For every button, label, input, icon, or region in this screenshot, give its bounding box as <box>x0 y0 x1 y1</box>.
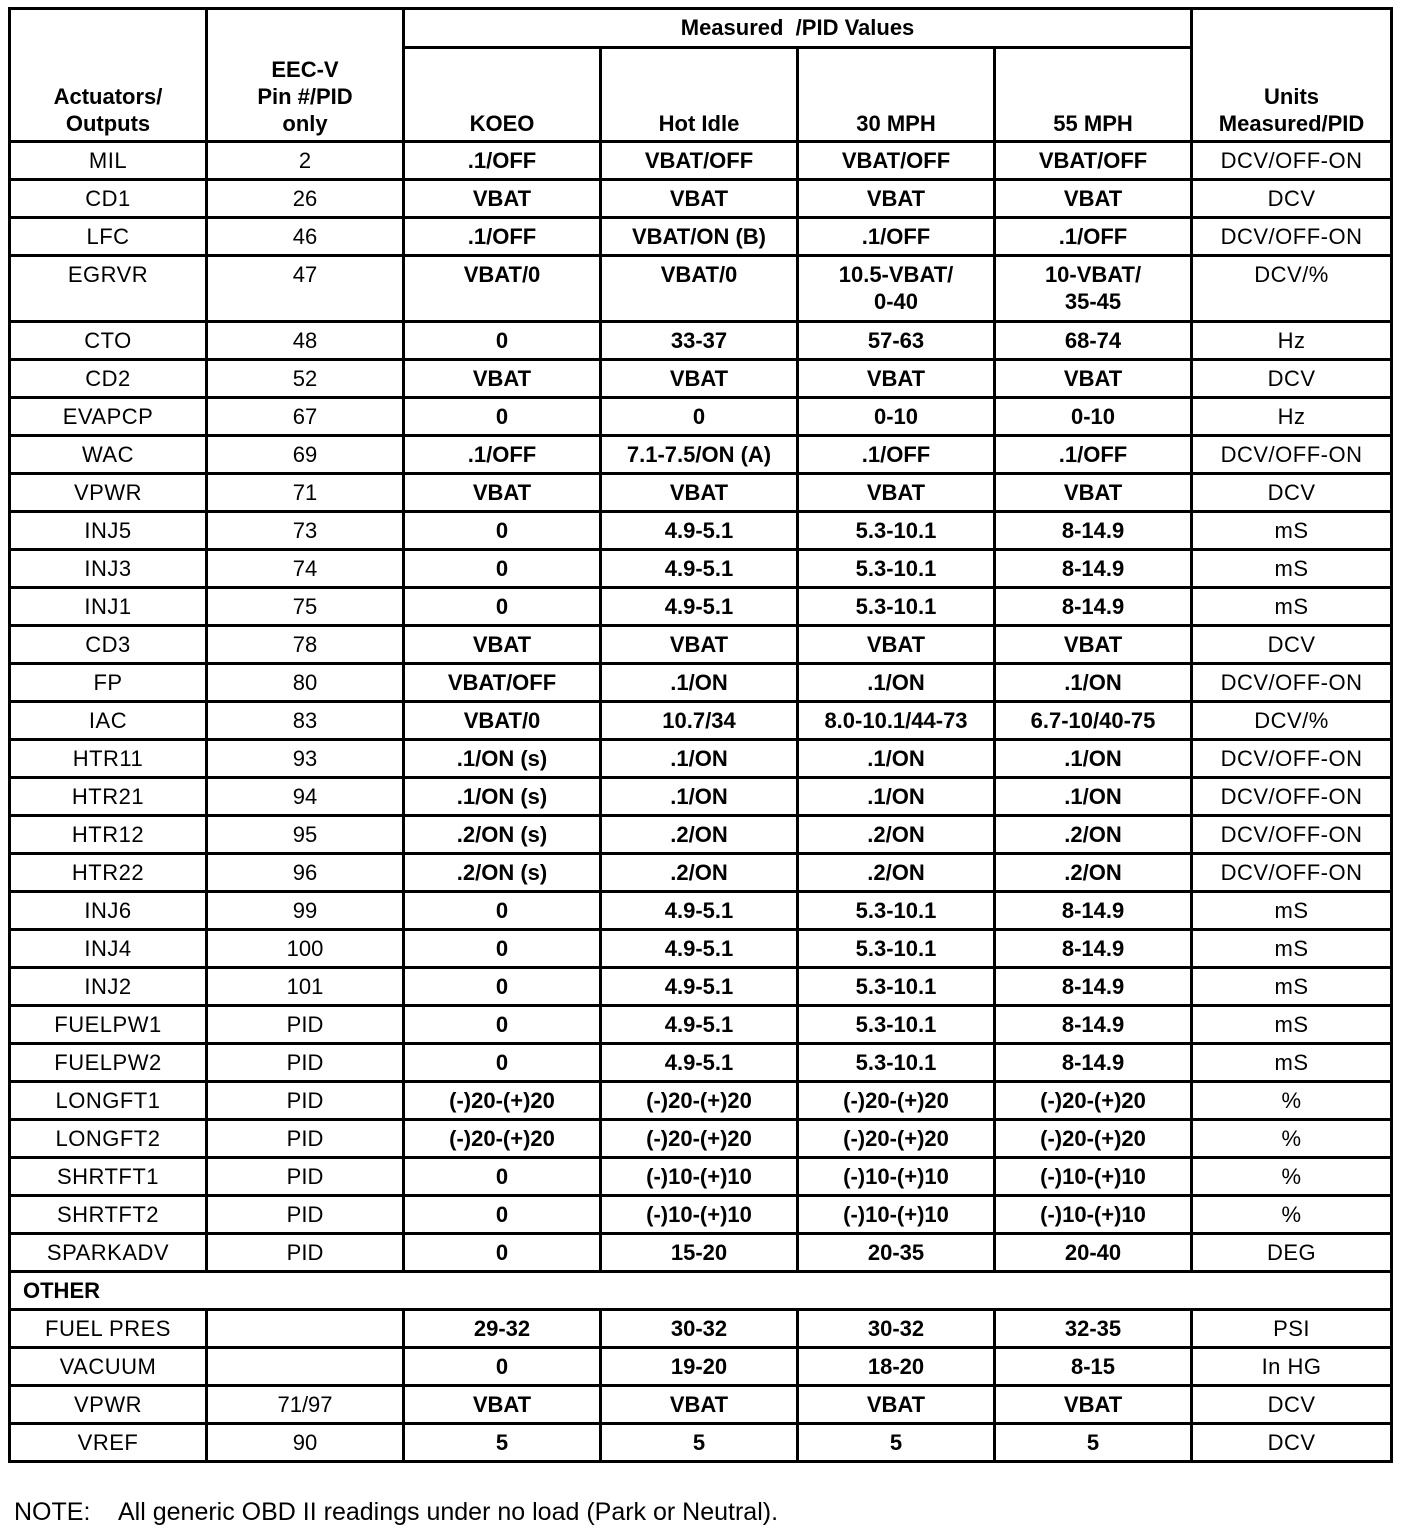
cell-hot-idle: 4.9-5.1 <box>601 968 798 1006</box>
cell-30-mph: 8.0-10.1/44-73 <box>798 702 995 740</box>
cell-30-mph: VBAT/OFF <box>798 142 995 180</box>
cell-actuator: INJ5 <box>10 512 207 550</box>
cell-pin: PID <box>207 1006 404 1044</box>
cell-30-mph: 5.3-10.1 <box>798 1006 995 1044</box>
table-row <box>10 1006 1392 1044</box>
header-units: Units Measured/PID <box>1192 9 1392 142</box>
cell-actuator: INJ1 <box>10 588 207 626</box>
cell-koeo: .2/ON (s) <box>404 816 601 854</box>
cell-koeo: 0 <box>404 1044 601 1082</box>
cell-actuator: CTO <box>10 322 207 360</box>
cell-units: DCV/OFF-ON <box>1192 816 1392 854</box>
cell-actuator: INJ3 <box>10 550 207 588</box>
cell-koeo: 0 <box>404 892 601 930</box>
cell-hot-idle: .2/ON <box>601 816 798 854</box>
cell-30-mph: (-)20-(+)20 <box>798 1082 995 1120</box>
cell-pin: 99 <box>207 892 404 930</box>
cell-actuator: MIL <box>10 142 207 180</box>
table-row <box>10 930 1392 968</box>
cell-30-mph: .2/ON <box>798 816 995 854</box>
header-30-mph: 30 MPH <box>798 48 995 142</box>
cell-units: DCV/% <box>1192 256 1392 322</box>
cell-pin: 100 <box>207 930 404 968</box>
cell-pin: 46 <box>207 218 404 256</box>
cell-hot-idle: 4.9-5.1 <box>601 1044 798 1082</box>
cell-hot-idle: 19-20 <box>601 1348 798 1386</box>
cell-hot-idle: .1/ON <box>601 778 798 816</box>
cell-koeo: 0 <box>404 1234 601 1272</box>
cell-55-mph: VBAT/OFF <box>995 142 1192 180</box>
cell-hot-idle: 5 <box>601 1424 798 1462</box>
table-row <box>10 1082 1392 1120</box>
section-row-other <box>10 1272 1392 1310</box>
cell-pin: 52 <box>207 360 404 398</box>
cell-koeo: 0 <box>404 930 601 968</box>
cell-pin: 67 <box>207 398 404 436</box>
cell-30-mph: VBAT <box>798 626 995 664</box>
cell-units: mS <box>1192 930 1392 968</box>
cell-koeo: VBAT <box>404 626 601 664</box>
cell-units: DEG <box>1192 1234 1392 1272</box>
cell-pin: 48 <box>207 322 404 360</box>
cell-actuator: SPARKADV <box>10 1234 207 1272</box>
cell-pin: 83 <box>207 702 404 740</box>
cell-pin: 71/97 <box>207 1386 404 1424</box>
cell-actuator: FUEL PRES <box>10 1310 207 1348</box>
cell-koeo: .1/ON (s) <box>404 778 601 816</box>
cell-pin: 2 <box>207 142 404 180</box>
table-row <box>10 360 1392 398</box>
cell-units: DCV <box>1192 474 1392 512</box>
cell-55-mph: .1/OFF <box>995 218 1192 256</box>
cell-pin: 69 <box>207 436 404 474</box>
cell-pin: 93 <box>207 740 404 778</box>
cell-koeo: VBAT/0 <box>404 256 601 322</box>
cell-hot-idle: 0 <box>601 398 798 436</box>
header-eec-pin: EEC-V Pin #/PID only <box>207 9 404 142</box>
cell-55-mph: (-)20-(+)20 <box>995 1082 1192 1120</box>
cell-actuator: VPWR <box>10 1386 207 1424</box>
cell-30-mph: VBAT <box>798 180 995 218</box>
table-row <box>10 180 1392 218</box>
cell-koeo: VBAT <box>404 474 601 512</box>
table-row <box>10 854 1392 892</box>
cell-koeo: (-)20-(+)20 <box>404 1120 601 1158</box>
cell-pin: 94 <box>207 778 404 816</box>
cell-hot-idle: VBAT <box>601 180 798 218</box>
cell-55-mph: 68-74 <box>995 322 1192 360</box>
cell-hot-idle: VBAT/ON (B) <box>601 218 798 256</box>
cell-30-mph: 5.3-10.1 <box>798 892 995 930</box>
cell-units: DCV/OFF-ON <box>1192 740 1392 778</box>
note-label: NOTE: <box>14 1498 91 1526</box>
cell-hot-idle: 10.7/34 <box>601 702 798 740</box>
cell-koeo: 5 <box>404 1424 601 1462</box>
cell-30-mph: 5.3-10.1 <box>798 968 995 1006</box>
table-row <box>10 1424 1392 1462</box>
cell-pin: 73 <box>207 512 404 550</box>
cell-actuator: HTR22 <box>10 854 207 892</box>
cell-actuator: SHRTFT2 <box>10 1196 207 1234</box>
cell-55-mph: (-)10-(+)10 <box>995 1158 1192 1196</box>
cell-units: DCV/OFF-ON <box>1192 436 1392 474</box>
cell-hot-idle: 33-37 <box>601 322 798 360</box>
cell-55-mph: 8-14.9 <box>995 1006 1192 1044</box>
cell-hot-idle: VBAT <box>601 360 798 398</box>
cell-koeo: 0 <box>404 550 601 588</box>
cell-hot-idle: VBAT <box>601 626 798 664</box>
cell-actuator: CD1 <box>10 180 207 218</box>
cell-hot-idle: 30-32 <box>601 1310 798 1348</box>
footnote <box>14 1498 778 1527</box>
cell-30-mph: VBAT <box>798 360 995 398</box>
cell-units: mS <box>1192 550 1392 588</box>
cell-30-mph: 5.3-10.1 <box>798 930 995 968</box>
cell-55-mph: .1/ON <box>995 778 1192 816</box>
cell-koeo: 29-32 <box>404 1310 601 1348</box>
cell-koeo: 0 <box>404 1348 601 1386</box>
cell-actuator: SHRTFT1 <box>10 1158 207 1196</box>
cell-55-mph: VBAT <box>995 626 1192 664</box>
cell-actuator: CD2 <box>10 360 207 398</box>
cell-55-mph: 8-14.9 <box>995 968 1192 1006</box>
cell-actuator: CD3 <box>10 626 207 664</box>
cell-pin <box>207 1310 404 1348</box>
cell-koeo: VBAT <box>404 360 601 398</box>
table-row <box>10 740 1392 778</box>
cell-30-mph: 0-10 <box>798 398 995 436</box>
table-row <box>10 778 1392 816</box>
cell-hot-idle: .1/ON <box>601 740 798 778</box>
cell-hot-idle: (-)20-(+)20 <box>601 1082 798 1120</box>
cell-koeo: 0 <box>404 1196 601 1234</box>
header-hot-idle: Hot Idle <box>601 48 798 142</box>
cell-hot-idle: VBAT <box>601 474 798 512</box>
pid-values-table <box>8 7 1393 1463</box>
cell-koeo: VBAT/0 <box>404 702 601 740</box>
cell-actuator: HTR11 <box>10 740 207 778</box>
cell-30-mph: 57-63 <box>798 322 995 360</box>
table-row <box>10 1310 1392 1348</box>
cell-55-mph: 10-VBAT/ 35-45 <box>995 256 1192 322</box>
cell-actuator: INJ4 <box>10 930 207 968</box>
header-55-mph: 55 MPH <box>995 48 1192 142</box>
cell-pin: 75 <box>207 588 404 626</box>
cell-55-mph: 20-40 <box>995 1234 1192 1272</box>
cell-55-mph: 5 <box>995 1424 1192 1462</box>
cell-hot-idle: 4.9-5.1 <box>601 892 798 930</box>
cell-30-mph: VBAT <box>798 1386 995 1424</box>
cell-units: mS <box>1192 512 1392 550</box>
cell-koeo: 0 <box>404 322 601 360</box>
cell-hot-idle: 4.9-5.1 <box>601 930 798 968</box>
cell-pin: 90 <box>207 1424 404 1462</box>
table-row <box>10 816 1392 854</box>
cell-pin: 47 <box>207 256 404 322</box>
table-row <box>10 256 1392 322</box>
cell-units: DCV/OFF-ON <box>1192 142 1392 180</box>
cell-30-mph: .1/OFF <box>798 218 995 256</box>
cell-hot-idle: .1/ON <box>601 664 798 702</box>
cell-koeo: .1/OFF <box>404 142 601 180</box>
note-text: All generic OBD II readings under no load (Park or Neutral). <box>118 1498 779 1526</box>
cell-actuator: IAC <box>10 702 207 740</box>
cell-koeo: .2/ON (s) <box>404 854 601 892</box>
cell-koeo: 0 <box>404 1006 601 1044</box>
cell-units: DCV/OFF-ON <box>1192 218 1392 256</box>
cell-actuator: VACUUM <box>10 1348 207 1386</box>
cell-units: DCV/OFF-ON <box>1192 664 1392 702</box>
cell-55-mph: 8-15 <box>995 1348 1192 1386</box>
table-row <box>10 512 1392 550</box>
cell-30-mph: .1/ON <box>798 740 995 778</box>
cell-actuator: LONGFT1 <box>10 1082 207 1120</box>
table-row <box>10 664 1392 702</box>
cell-pin: PID <box>207 1082 404 1120</box>
cell-units: mS <box>1192 588 1392 626</box>
cell-55-mph: 32-35 <box>995 1310 1192 1348</box>
pid-values-table-wrapper <box>8 7 1393 1463</box>
cell-30-mph: 5.3-10.1 <box>798 1044 995 1082</box>
cell-55-mph: .2/ON <box>995 816 1192 854</box>
cell-actuator: EGRVR <box>10 256 207 322</box>
cell-actuator: INJ2 <box>10 968 207 1006</box>
cell-koeo: 0 <box>404 398 601 436</box>
cell-55-mph: 0-10 <box>995 398 1192 436</box>
cell-55-mph: 6.7-10/40-75 <box>995 702 1192 740</box>
table-row <box>10 588 1392 626</box>
cell-30-mph: (-)10-(+)10 <box>798 1158 995 1196</box>
cell-koeo: 0 <box>404 588 601 626</box>
cell-units: PSI <box>1192 1310 1392 1348</box>
cell-koeo: .1/OFF <box>404 436 601 474</box>
cell-units: DCV <box>1192 626 1392 664</box>
cell-koeo: .1/OFF <box>404 218 601 256</box>
cell-hot-idle: 4.9-5.1 <box>601 512 798 550</box>
cell-hot-idle: 7.1-7.5/ON (A) <box>601 436 798 474</box>
table-header <box>10 9 1392 142</box>
cell-actuator: HTR12 <box>10 816 207 854</box>
table-row <box>10 626 1392 664</box>
cell-30-mph: .1/ON <box>798 778 995 816</box>
cell-pin: PID <box>207 1234 404 1272</box>
cell-30-mph: (-)20-(+)20 <box>798 1120 995 1158</box>
cell-hot-idle: 4.9-5.1 <box>601 550 798 588</box>
cell-hot-idle: (-)10-(+)10 <box>601 1158 798 1196</box>
cell-30-mph: VBAT <box>798 474 995 512</box>
cell-units: % <box>1192 1082 1392 1120</box>
cell-actuator: FUELPW2 <box>10 1044 207 1082</box>
cell-actuator: INJ6 <box>10 892 207 930</box>
cell-koeo: 0 <box>404 1158 601 1196</box>
cell-koeo: .1/ON (s) <box>404 740 601 778</box>
table-row <box>10 474 1392 512</box>
cell-pin: 80 <box>207 664 404 702</box>
table-row <box>10 1386 1392 1424</box>
cell-actuator: EVAPCP <box>10 398 207 436</box>
cell-pin: 95 <box>207 816 404 854</box>
cell-units: mS <box>1192 968 1392 1006</box>
cell-55-mph: .1/OFF <box>995 436 1192 474</box>
table-row <box>10 702 1392 740</box>
cell-pin: 74 <box>207 550 404 588</box>
cell-hot-idle: 4.9-5.1 <box>601 1006 798 1044</box>
cell-30-mph: 18-20 <box>798 1348 995 1386</box>
cell-units: Hz <box>1192 322 1392 360</box>
cell-55-mph: 8-14.9 <box>995 1044 1192 1082</box>
cell-units: % <box>1192 1158 1392 1196</box>
cell-units: mS <box>1192 892 1392 930</box>
cell-units: DCV/OFF-ON <box>1192 854 1392 892</box>
cell-pin: PID <box>207 1044 404 1082</box>
cell-units: mS <box>1192 1044 1392 1082</box>
cell-55-mph: .1/ON <box>995 740 1192 778</box>
table-row <box>10 398 1392 436</box>
table-body <box>10 142 1392 1462</box>
header-koeo: KOEO <box>404 48 601 142</box>
table-row <box>10 1044 1392 1082</box>
cell-units: mS <box>1192 1006 1392 1044</box>
cell-55-mph: .1/ON <box>995 664 1192 702</box>
table-row <box>10 1348 1392 1386</box>
cell-30-mph: 20-35 <box>798 1234 995 1272</box>
cell-actuator: FP <box>10 664 207 702</box>
table-row <box>10 1196 1392 1234</box>
cell-pin: 26 <box>207 180 404 218</box>
cell-units: DCV <box>1192 360 1392 398</box>
cell-actuator: HTR21 <box>10 778 207 816</box>
table-row <box>10 1120 1392 1158</box>
table-row <box>10 968 1392 1006</box>
cell-55-mph: VBAT <box>995 360 1192 398</box>
cell-units: DCV/% <box>1192 702 1392 740</box>
cell-actuator: WAC <box>10 436 207 474</box>
cell-hot-idle: .2/ON <box>601 854 798 892</box>
cell-pin: 101 <box>207 968 404 1006</box>
table-row <box>10 218 1392 256</box>
header-actuators-outputs: Actuators/ Outputs <box>10 9 207 142</box>
cell-units: Hz <box>1192 398 1392 436</box>
cell-hot-idle: (-)20-(+)20 <box>601 1120 798 1158</box>
cell-55-mph: 8-14.9 <box>995 550 1192 588</box>
cell-koeo: VBAT <box>404 180 601 218</box>
table-row <box>10 892 1392 930</box>
cell-hot-idle: 4.9-5.1 <box>601 588 798 626</box>
cell-units: DCV <box>1192 1424 1392 1462</box>
table-row <box>10 550 1392 588</box>
cell-koeo: 0 <box>404 512 601 550</box>
cell-30-mph: .1/OFF <box>798 436 995 474</box>
table-row <box>10 322 1392 360</box>
section-label-other: OTHER <box>10 1272 1392 1310</box>
table-row <box>10 1234 1392 1272</box>
cell-55-mph: 8-14.9 <box>995 892 1192 930</box>
cell-units: DCV/OFF-ON <box>1192 778 1392 816</box>
cell-pin <box>207 1348 404 1386</box>
cell-actuator: FUELPW1 <box>10 1006 207 1044</box>
cell-30-mph: 10.5-VBAT/ 0-40 <box>798 256 995 322</box>
cell-30-mph: .1/ON <box>798 664 995 702</box>
table-row <box>10 1158 1392 1196</box>
cell-30-mph: .2/ON <box>798 854 995 892</box>
cell-koeo: VBAT/OFF <box>404 664 601 702</box>
table-row <box>10 436 1392 474</box>
cell-pin: 78 <box>207 626 404 664</box>
cell-hot-idle: VBAT <box>601 1386 798 1424</box>
cell-actuator: LONGFT2 <box>10 1120 207 1158</box>
cell-55-mph: 8-14.9 <box>995 512 1192 550</box>
cell-55-mph: VBAT <box>995 1386 1192 1424</box>
cell-30-mph: 5 <box>798 1424 995 1462</box>
cell-units: DCV <box>1192 180 1392 218</box>
cell-units: % <box>1192 1196 1392 1234</box>
cell-actuator: VREF <box>10 1424 207 1462</box>
cell-pin: PID <box>207 1158 404 1196</box>
cell-actuator: VPWR <box>10 474 207 512</box>
cell-55-mph: .2/ON <box>995 854 1192 892</box>
cell-hot-idle: 15-20 <box>601 1234 798 1272</box>
cell-55-mph: 8-14.9 <box>995 588 1192 626</box>
cell-pin: 96 <box>207 854 404 892</box>
cell-30-mph: 30-32 <box>798 1310 995 1348</box>
cell-actuator: LFC <box>10 218 207 256</box>
cell-pin: PID <box>207 1196 404 1234</box>
cell-units: % <box>1192 1120 1392 1158</box>
cell-koeo: VBAT <box>404 1386 601 1424</box>
cell-30-mph: 5.3-10.1 <box>798 512 995 550</box>
cell-pin: PID <box>207 1120 404 1158</box>
cell-units: DCV <box>1192 1386 1392 1424</box>
cell-koeo: (-)20-(+)20 <box>404 1082 601 1120</box>
cell-hot-idle: VBAT/0 <box>601 256 798 322</box>
cell-hot-idle: (-)10-(+)10 <box>601 1196 798 1234</box>
cell-55-mph: VBAT <box>995 474 1192 512</box>
table-row <box>10 142 1392 180</box>
cell-30-mph: 5.3-10.1 <box>798 588 995 626</box>
cell-30-mph: 5.3-10.1 <box>798 550 995 588</box>
cell-30-mph: (-)10-(+)10 <box>798 1196 995 1234</box>
cell-hot-idle: VBAT/OFF <box>601 142 798 180</box>
header-measured-pid-values: Measured /PID Values <box>404 9 1192 48</box>
cell-pin: 71 <box>207 474 404 512</box>
cell-55-mph: (-)20-(+)20 <box>995 1120 1192 1158</box>
cell-koeo: 0 <box>404 968 601 1006</box>
cell-55-mph: (-)10-(+)10 <box>995 1196 1192 1234</box>
cell-units: In HG <box>1192 1348 1392 1386</box>
cell-55-mph: VBAT <box>995 180 1192 218</box>
cell-55-mph: 8-14.9 <box>995 930 1192 968</box>
